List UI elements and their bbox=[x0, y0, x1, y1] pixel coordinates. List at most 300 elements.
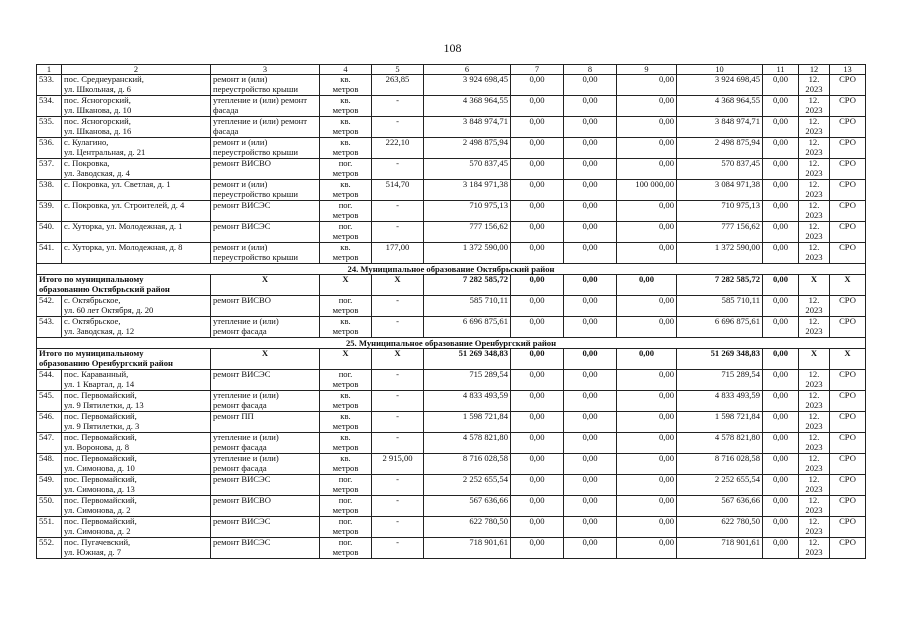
total-cost: 3 924 698,45 bbox=[424, 75, 511, 96]
contractor: СРО bbox=[830, 538, 866, 559]
total-cost: 4 578 821,80 bbox=[424, 433, 511, 454]
row-index: 536. bbox=[37, 138, 62, 159]
deadline-line2: 2023 bbox=[805, 399, 823, 410]
address-line1: с. Хуторка, ул. Молодежная, д. 1 bbox=[64, 221, 183, 231]
fund-value: 0,00 bbox=[511, 391, 564, 412]
address-line1: пос. Первомайский, bbox=[64, 516, 137, 526]
unit bbox=[320, 243, 372, 264]
unit-line1: пог. bbox=[338, 474, 353, 484]
unit-line2: метров bbox=[332, 441, 359, 452]
fund-value: 0,00 bbox=[511, 159, 564, 180]
deadline bbox=[799, 317, 830, 338]
fund-value: 0,00 bbox=[511, 433, 564, 454]
fund-value: 0,00 bbox=[564, 454, 617, 475]
total-cost: 622 780,50 bbox=[424, 517, 511, 538]
fund-value: 0,00 bbox=[763, 370, 799, 391]
address-line1: с. Октябрьское, bbox=[64, 316, 121, 326]
unit bbox=[320, 317, 372, 338]
x-mark: X bbox=[799, 349, 830, 370]
fund-value: 100 000,00 bbox=[617, 180, 677, 201]
owner-funds: 715 289,54 bbox=[677, 370, 763, 391]
unit-line2: метров bbox=[332, 420, 359, 431]
fund-value: 0,00 bbox=[617, 201, 677, 222]
unit-line1: пог. bbox=[338, 495, 353, 505]
fund-value: 0,00 bbox=[763, 243, 799, 264]
area-value: - bbox=[372, 117, 424, 138]
fund-value: 0,00 bbox=[617, 296, 677, 317]
row-index: 547. bbox=[37, 433, 62, 454]
area-value: - bbox=[372, 222, 424, 243]
owner-funds: 4 368 964,55 bbox=[677, 96, 763, 117]
work-type-line1: утепление и (или) ремонт bbox=[213, 116, 308, 126]
deadline-line2: 2023 bbox=[805, 104, 823, 115]
deadline-line1: 12. bbox=[808, 537, 820, 547]
deadline-line1: 12. bbox=[808, 221, 820, 231]
address-line1: с. Покровка, ул. Строителей, д. 4 bbox=[64, 200, 185, 210]
deadline bbox=[799, 538, 830, 559]
address-line1: пос. Первомайский, bbox=[64, 411, 137, 421]
address bbox=[62, 296, 211, 317]
fund-value: 0,00 bbox=[617, 275, 677, 296]
work-type-line1: ремонт ВИСЭС bbox=[213, 200, 271, 210]
owner-funds: 3 924 698,45 bbox=[677, 75, 763, 96]
unit-line1: кв. bbox=[340, 453, 351, 463]
deadline-line1: 12. bbox=[808, 316, 820, 326]
fund-value: 0,00 bbox=[564, 412, 617, 433]
work-type bbox=[211, 317, 320, 338]
unit-line2: метров bbox=[332, 483, 359, 494]
address-line2: ул. 9 Пятилетки, д. 3 bbox=[64, 420, 140, 431]
deadline-line1: 12. bbox=[808, 295, 820, 305]
area-value: - bbox=[372, 475, 424, 496]
unit-line2: метров bbox=[332, 167, 359, 178]
area-value: - bbox=[372, 201, 424, 222]
deadline-line1: 12. bbox=[808, 432, 820, 442]
owner-funds: 3 084 971,38 bbox=[677, 180, 763, 201]
table-row bbox=[37, 75, 866, 96]
deadline-line1: 12. bbox=[808, 137, 820, 147]
unit bbox=[320, 159, 372, 180]
unit bbox=[320, 75, 372, 96]
owner-funds: 6 696 875,61 bbox=[677, 317, 763, 338]
column-number: 12 bbox=[799, 65, 830, 75]
fund-value: 0,00 bbox=[564, 370, 617, 391]
section-heading-row bbox=[37, 264, 866, 275]
area-value: - bbox=[372, 538, 424, 559]
fund-value: 0,00 bbox=[617, 496, 677, 517]
address-line1: с. Хуторка, ул. Молодежная, д. 8 bbox=[64, 242, 183, 252]
work-type bbox=[211, 296, 320, 317]
address bbox=[62, 243, 211, 264]
address-line2: ул. Симонова, д. 13 bbox=[64, 483, 135, 494]
deadline bbox=[799, 412, 830, 433]
owner-funds: 570 837,45 bbox=[677, 159, 763, 180]
address-line1: пос. Караванный, bbox=[64, 369, 129, 379]
row-index: 546. bbox=[37, 412, 62, 433]
unit-line1: пог. bbox=[338, 158, 353, 168]
work-type bbox=[211, 517, 320, 538]
column-number: 10 bbox=[677, 65, 763, 75]
address-line2: ул. Школьная, д. 6 bbox=[64, 83, 131, 94]
column-number: 6 bbox=[424, 65, 511, 75]
contractor: СРО bbox=[830, 117, 866, 138]
work-type-line1: утепление и (или) bbox=[213, 453, 279, 463]
unit-line1: кв. bbox=[340, 137, 351, 147]
fund-value: 0,00 bbox=[511, 517, 564, 538]
unit bbox=[320, 138, 372, 159]
x-mark: X bbox=[211, 275, 320, 296]
x-mark: X bbox=[830, 275, 866, 296]
unit bbox=[320, 391, 372, 412]
area-value: 2 915,00 bbox=[372, 454, 424, 475]
deadline-line1: 12. bbox=[808, 158, 820, 168]
deadline-line1: 12. bbox=[808, 390, 820, 400]
fund-value: 0,00 bbox=[617, 412, 677, 433]
work-type bbox=[211, 222, 320, 243]
fund-value: 0,00 bbox=[763, 475, 799, 496]
fund-value: 0,00 bbox=[511, 349, 564, 370]
unit bbox=[320, 117, 372, 138]
area-value: 222,10 bbox=[372, 138, 424, 159]
fund-value: 0,00 bbox=[763, 138, 799, 159]
contractor: СРО bbox=[830, 138, 866, 159]
row-index: 544. bbox=[37, 370, 62, 391]
work-type bbox=[211, 159, 320, 180]
subtotal-label-line2: образованию Оренбургский район bbox=[39, 357, 173, 368]
address-line1: с. Покровка, ул. Светлая, д. 1 bbox=[64, 179, 171, 189]
column-number: 4 bbox=[320, 65, 372, 75]
column-number: 8 bbox=[564, 65, 617, 75]
fund-value: 0,00 bbox=[763, 117, 799, 138]
fund-value: 0,00 bbox=[564, 349, 617, 370]
deadline-line2: 2023 bbox=[805, 230, 823, 241]
contractor: СРО bbox=[830, 496, 866, 517]
contractor: СРО bbox=[830, 370, 866, 391]
deadline-line2: 2023 bbox=[805, 209, 823, 220]
table-row bbox=[37, 243, 866, 264]
work-type bbox=[211, 475, 320, 496]
unit-line2: метров bbox=[332, 230, 359, 241]
unit bbox=[320, 222, 372, 243]
contractor: СРО bbox=[830, 412, 866, 433]
column-number: 5 bbox=[372, 65, 424, 75]
total-cost: 7 282 585,72 bbox=[424, 275, 511, 296]
section-heading-row bbox=[37, 338, 866, 349]
owner-funds: 622 780,50 bbox=[677, 517, 763, 538]
fund-value: 0,00 bbox=[763, 96, 799, 117]
total-cost: 3 848 974,71 bbox=[424, 117, 511, 138]
address-line2: ул. Шканова, д. 10 bbox=[64, 104, 132, 115]
deadline-line2: 2023 bbox=[805, 378, 823, 389]
work-type-line2: ремонт фасада bbox=[213, 399, 267, 410]
total-cost: 718 901,61 bbox=[424, 538, 511, 559]
unit bbox=[320, 517, 372, 538]
work-type bbox=[211, 75, 320, 96]
table-row bbox=[37, 433, 866, 454]
total-cost: 4 833 493,59 bbox=[424, 391, 511, 412]
unit-line1: пог. bbox=[338, 516, 353, 526]
unit-line1: пог. bbox=[338, 295, 353, 305]
address bbox=[62, 454, 211, 475]
contractor: СРО bbox=[830, 159, 866, 180]
fund-value: 0,00 bbox=[617, 159, 677, 180]
deadline-line2: 2023 bbox=[805, 251, 823, 262]
unit bbox=[320, 433, 372, 454]
address-line2: ул. Заводская, д. 4 bbox=[64, 167, 130, 178]
owner-funds: 2 252 655,54 bbox=[677, 475, 763, 496]
deadline-line1: 12. bbox=[808, 453, 820, 463]
fund-value: 0,00 bbox=[763, 517, 799, 538]
owner-funds: 2 498 875,94 bbox=[677, 138, 763, 159]
x-mark: X bbox=[372, 275, 424, 296]
address bbox=[62, 517, 211, 538]
work-type-line1: ремонт ВИСЭС bbox=[213, 221, 271, 231]
x-mark: X bbox=[799, 275, 830, 296]
deadline-line2: 2023 bbox=[805, 325, 823, 336]
fund-value: 0,00 bbox=[763, 317, 799, 338]
unit-line2: метров bbox=[332, 104, 359, 115]
fund-value: 0,00 bbox=[564, 222, 617, 243]
address bbox=[62, 75, 211, 96]
deadline bbox=[799, 201, 830, 222]
address-line1: пос. Первомайский, bbox=[64, 495, 137, 505]
row-index: 534. bbox=[37, 96, 62, 117]
total-cost: 3 184 971,38 bbox=[424, 180, 511, 201]
area-value: 514,70 bbox=[372, 180, 424, 201]
table-row bbox=[37, 370, 866, 391]
fund-value: 0,00 bbox=[617, 117, 677, 138]
deadline bbox=[799, 96, 830, 117]
unit-line2: метров bbox=[332, 188, 359, 199]
address-line1: с. Октябрьское, bbox=[64, 295, 121, 305]
total-cost: 585 710,11 bbox=[424, 296, 511, 317]
unit-line2: метров bbox=[332, 146, 359, 157]
work-type-line1: ремонт ВИСЭС bbox=[213, 516, 271, 526]
fund-value: 0,00 bbox=[763, 275, 799, 296]
fund-value: 0,00 bbox=[763, 496, 799, 517]
work-type-line1: ремонт и (или) bbox=[213, 179, 268, 189]
address bbox=[62, 391, 211, 412]
row-index: 552. bbox=[37, 538, 62, 559]
work-type-line1: утепление и (или) bbox=[213, 316, 279, 326]
fund-value: 0,00 bbox=[511, 138, 564, 159]
work-type-line2: фасада bbox=[213, 125, 239, 136]
fund-value: 0,00 bbox=[564, 138, 617, 159]
column-number: 11 bbox=[763, 65, 799, 75]
address-line2: ул. Симонова, д. 2 bbox=[64, 525, 131, 536]
x-mark: X bbox=[320, 275, 372, 296]
deadline-line2: 2023 bbox=[805, 420, 823, 431]
x-mark: X bbox=[211, 349, 320, 370]
area-value: - bbox=[372, 159, 424, 180]
deadline bbox=[799, 454, 830, 475]
fund-value: 0,00 bbox=[511, 117, 564, 138]
table-row bbox=[37, 454, 866, 475]
unit-line1: пог. bbox=[338, 537, 353, 547]
unit-line2: метров bbox=[332, 83, 359, 94]
total-cost: 6 696 875,61 bbox=[424, 317, 511, 338]
fund-value: 0,00 bbox=[564, 517, 617, 538]
work-type bbox=[211, 454, 320, 475]
fund-value: 0,00 bbox=[564, 117, 617, 138]
fund-value: 0,00 bbox=[763, 412, 799, 433]
address-line2: ул. 1 Квартал, д. 14 bbox=[64, 378, 135, 389]
unit-line1: кв. bbox=[340, 74, 351, 84]
address-line2: ул. Заводская, д. 12 bbox=[64, 325, 135, 336]
address bbox=[62, 412, 211, 433]
total-cost: 567 636,66 bbox=[424, 496, 511, 517]
fund-value: 0,00 bbox=[763, 349, 799, 370]
fund-value: 0,00 bbox=[511, 538, 564, 559]
owner-funds: 4 578 821,80 bbox=[677, 433, 763, 454]
deadline bbox=[799, 222, 830, 243]
address bbox=[62, 370, 211, 391]
unit-line2: метров bbox=[332, 125, 359, 136]
fund-value: 0,00 bbox=[763, 433, 799, 454]
unit bbox=[320, 96, 372, 117]
work-type bbox=[211, 96, 320, 117]
fund-value: 0,00 bbox=[564, 201, 617, 222]
table-row bbox=[37, 138, 866, 159]
unit bbox=[320, 180, 372, 201]
fund-value: 0,00 bbox=[564, 275, 617, 296]
unit-line1: пог. bbox=[338, 369, 353, 379]
address-line2: ул. Воронова, д. 8 bbox=[64, 441, 130, 452]
row-index: 540. bbox=[37, 222, 62, 243]
fund-value: 0,00 bbox=[763, 391, 799, 412]
deadline bbox=[799, 75, 830, 96]
fund-value: 0,00 bbox=[763, 454, 799, 475]
contractor: СРО bbox=[830, 180, 866, 201]
deadline-line1: 12. bbox=[808, 200, 820, 210]
row-index: 545. bbox=[37, 391, 62, 412]
deadline bbox=[799, 433, 830, 454]
work-type-line1: ремонт ВИСЭС bbox=[213, 474, 271, 484]
deadline-line2: 2023 bbox=[805, 546, 823, 557]
contractor: СРО bbox=[830, 317, 866, 338]
unit-line1: кв. bbox=[340, 242, 351, 252]
deadline bbox=[799, 370, 830, 391]
unit-line2: метров bbox=[332, 378, 359, 389]
deadline-line2: 2023 bbox=[805, 188, 823, 199]
table-row bbox=[37, 475, 866, 496]
fund-value: 0,00 bbox=[763, 222, 799, 243]
owner-funds: 51 269 348,83 bbox=[677, 349, 763, 370]
table-row bbox=[37, 96, 866, 117]
table-row bbox=[37, 538, 866, 559]
fund-value: 0,00 bbox=[617, 517, 677, 538]
total-cost: 777 156,62 bbox=[424, 222, 511, 243]
address-line2: ул. 60 лет Октября, д. 20 bbox=[64, 304, 154, 315]
row-index: 537. bbox=[37, 159, 62, 180]
subtotal-label-line1: Итого по муниципальному bbox=[39, 274, 144, 284]
page-number: 108 bbox=[443, 41, 462, 55]
work-type bbox=[211, 538, 320, 559]
contractor: СРО bbox=[830, 243, 866, 264]
work-type-line1: ремонт и (или) bbox=[213, 137, 268, 147]
address-line2: ул. Южная, д. 7 bbox=[64, 546, 122, 557]
fund-value: 0,00 bbox=[617, 433, 677, 454]
unit-line2: метров bbox=[332, 462, 359, 473]
table-row bbox=[37, 317, 866, 338]
row-index: 541. bbox=[37, 243, 62, 264]
deadline-line2: 2023 bbox=[805, 125, 823, 136]
fund-value: 0,00 bbox=[511, 454, 564, 475]
work-type-line1: ремонт ПП bbox=[213, 411, 254, 421]
fund-value: 0,00 bbox=[511, 75, 564, 96]
contractor: СРО bbox=[830, 222, 866, 243]
work-type-line1: утепление и (или) bbox=[213, 390, 279, 400]
work-type-line1: ремонт ВИСВО bbox=[213, 295, 271, 305]
fund-value: 0,00 bbox=[617, 475, 677, 496]
subtotal-label bbox=[37, 275, 211, 296]
fund-value: 0,00 bbox=[617, 370, 677, 391]
owner-funds: 1 598 721,84 bbox=[677, 412, 763, 433]
area-value: - bbox=[372, 433, 424, 454]
fund-value: 0,00 bbox=[564, 317, 617, 338]
column-number: 3 bbox=[211, 65, 320, 75]
deadline-line1: 12. bbox=[808, 474, 820, 484]
address-line1: пос. Среднеуранский, bbox=[64, 74, 144, 84]
unit-line2: метров bbox=[332, 546, 359, 557]
address bbox=[62, 96, 211, 117]
fund-value: 0,00 bbox=[617, 243, 677, 264]
contractor: СРО bbox=[830, 296, 866, 317]
fund-value: 0,00 bbox=[511, 370, 564, 391]
work-type bbox=[211, 433, 320, 454]
deadline-line1: 12. bbox=[808, 411, 820, 421]
work-type bbox=[211, 412, 320, 433]
table-row bbox=[37, 517, 866, 538]
x-mark: X bbox=[372, 349, 424, 370]
row-index: 535. bbox=[37, 117, 62, 138]
table-row bbox=[37, 296, 866, 317]
total-cost: 1 372 590,00 bbox=[424, 243, 511, 264]
work-type-line2: переустройство крыши bbox=[213, 188, 298, 199]
address-line1: пос. Первомайский, bbox=[64, 390, 137, 400]
fund-value: 0,00 bbox=[511, 243, 564, 264]
fund-value: 0,00 bbox=[511, 180, 564, 201]
column-number: 1 bbox=[37, 65, 62, 75]
area-value: - bbox=[372, 317, 424, 338]
work-type-line1: ремонт и (или) bbox=[213, 242, 268, 252]
fund-value: 0,00 bbox=[564, 96, 617, 117]
deadline-line1: 12. bbox=[808, 516, 820, 526]
work-type bbox=[211, 243, 320, 264]
fund-value: 0,00 bbox=[564, 538, 617, 559]
fund-value: 0,00 bbox=[617, 138, 677, 159]
fund-value: 0,00 bbox=[564, 391, 617, 412]
work-type-line1: утепление и (или) ремонт bbox=[213, 95, 308, 105]
area-value: - bbox=[372, 296, 424, 317]
deadline bbox=[799, 180, 830, 201]
address-line1: с. Кулагино, bbox=[64, 137, 109, 147]
fund-value: 0,00 bbox=[511, 317, 564, 338]
subtotal-label bbox=[37, 349, 211, 370]
work-type-line2: переустройство крыши bbox=[213, 251, 298, 262]
address bbox=[62, 138, 211, 159]
unit-line2: метров bbox=[332, 399, 359, 410]
address-line1: с. Покровка, bbox=[64, 158, 110, 168]
address bbox=[62, 222, 211, 243]
contractor: СРО bbox=[830, 391, 866, 412]
work-type bbox=[211, 496, 320, 517]
owner-funds: 710 975,13 bbox=[677, 201, 763, 222]
work-type-line1: утепление и (или) bbox=[213, 432, 279, 442]
deadline-line2: 2023 bbox=[805, 83, 823, 94]
x-mark: X bbox=[320, 349, 372, 370]
address-line2: ул. Симонова, д. 10 bbox=[64, 462, 135, 473]
